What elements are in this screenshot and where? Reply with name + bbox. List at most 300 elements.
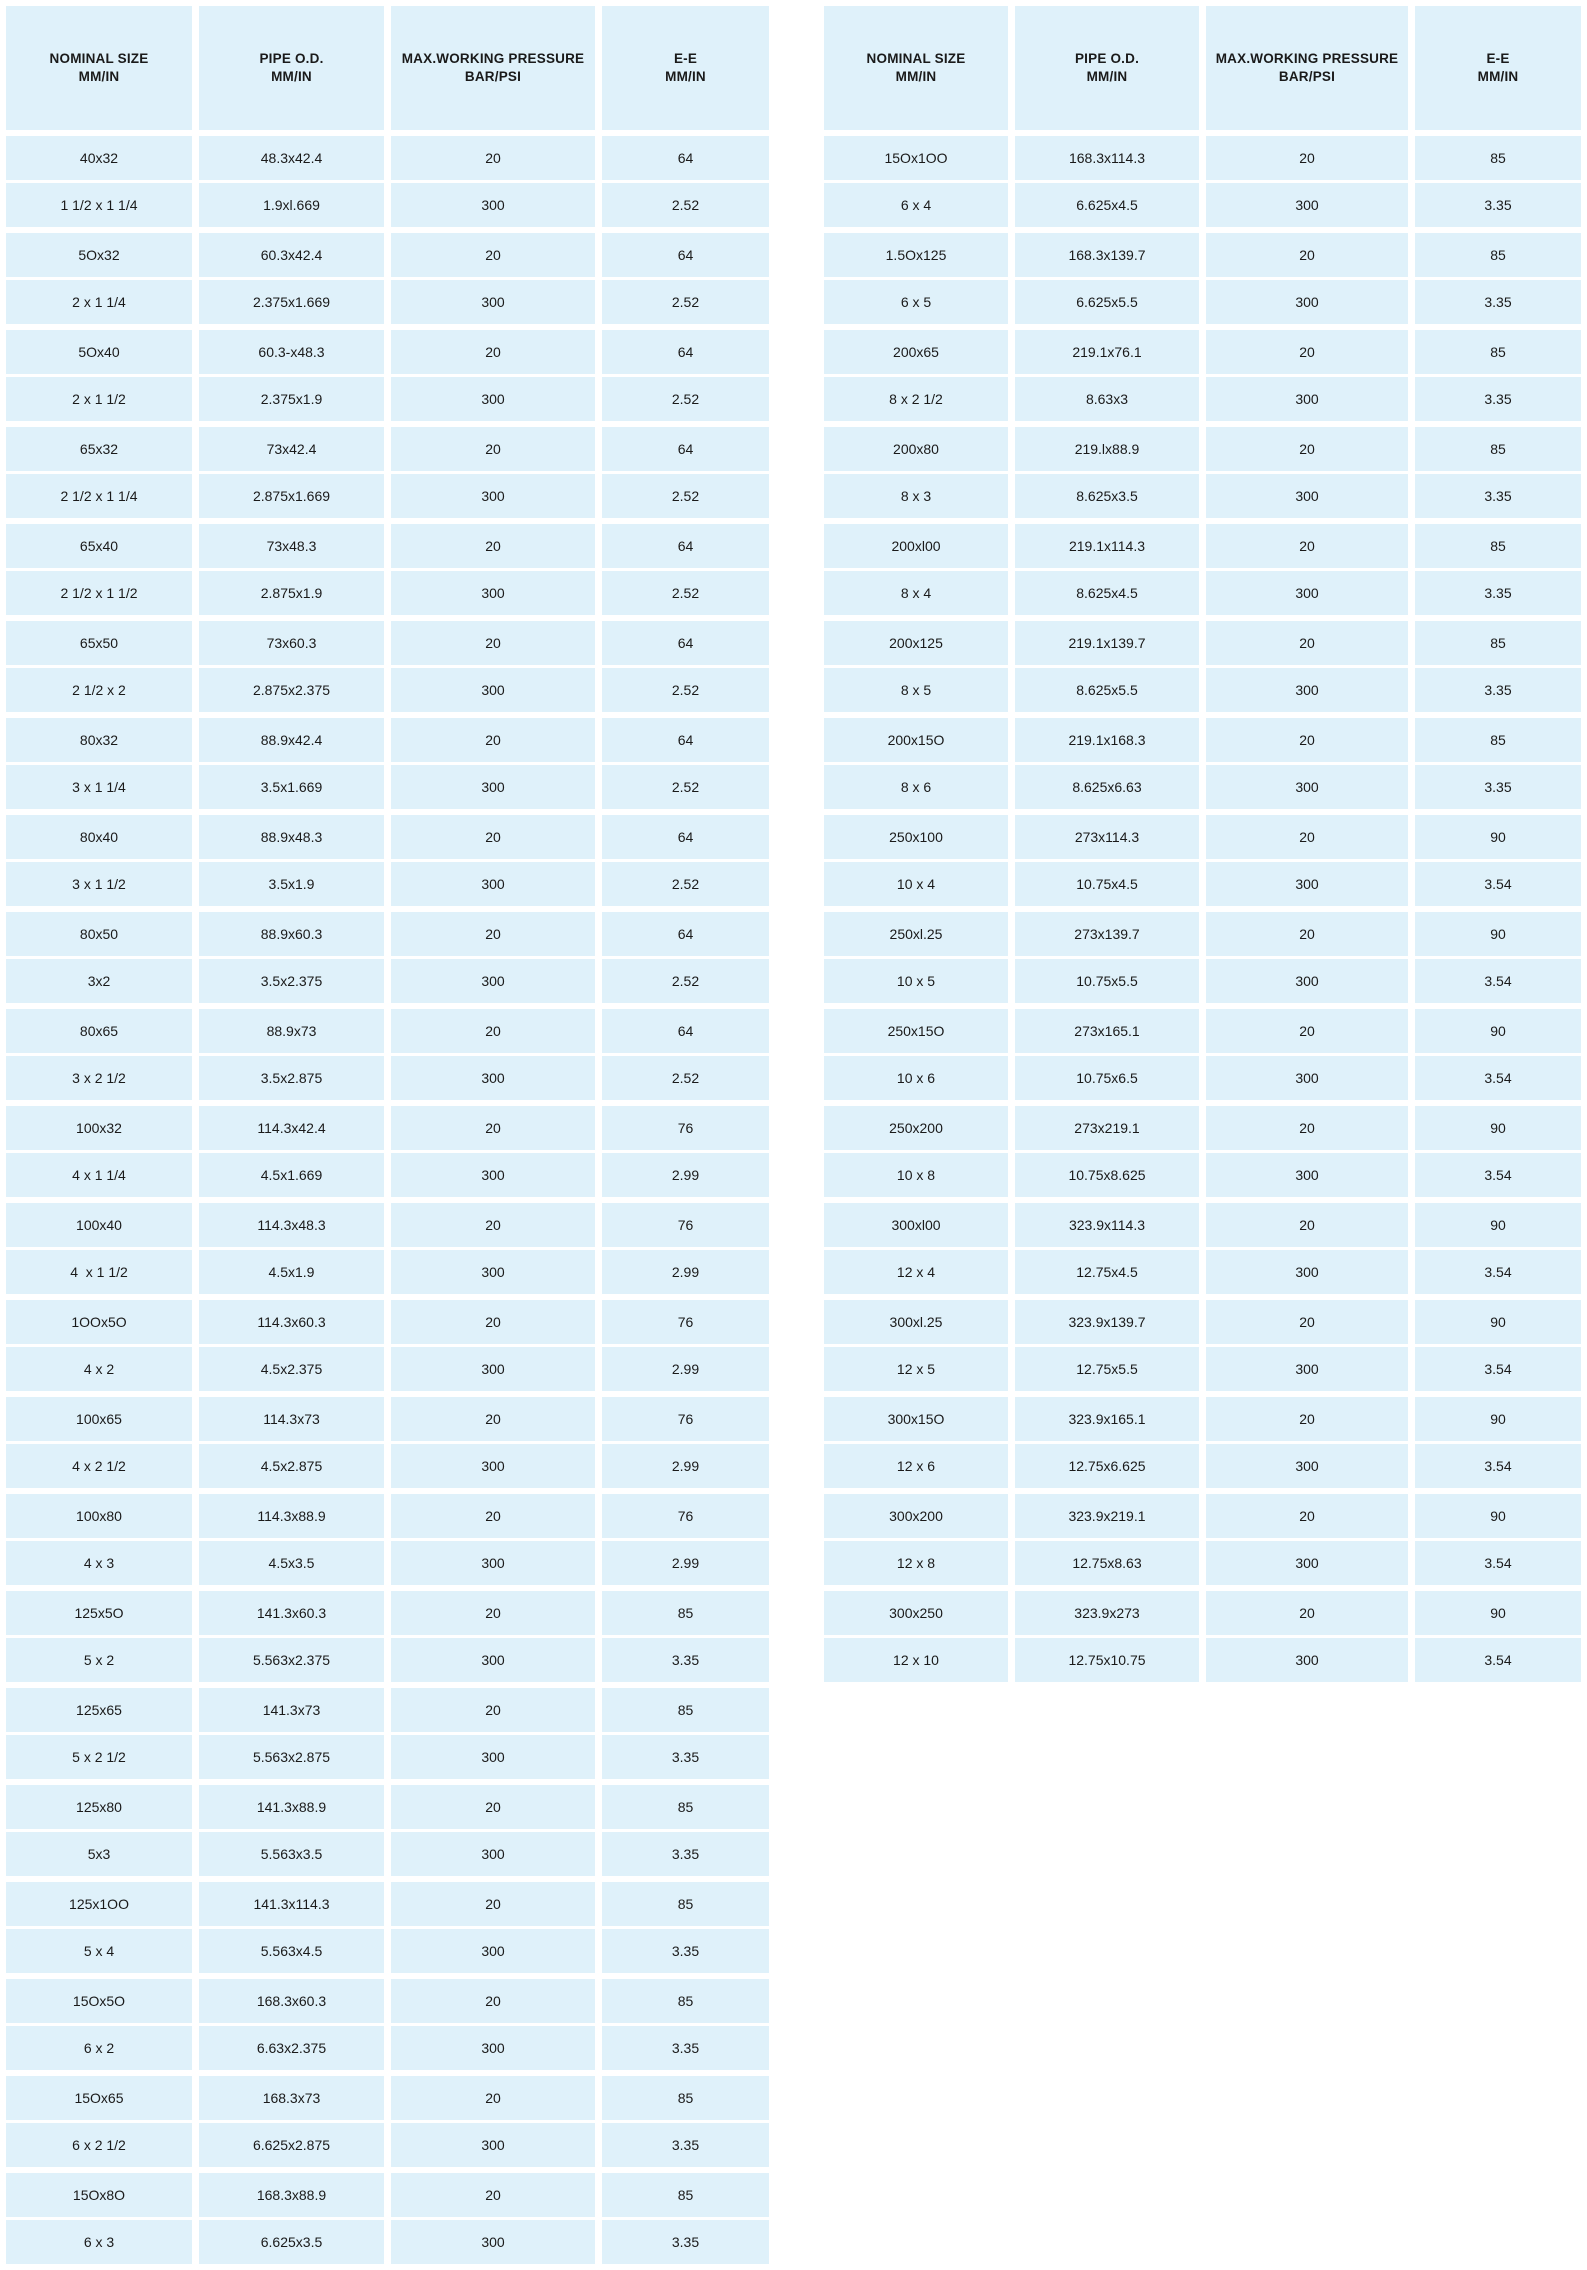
table-row-metric bbox=[6, 1203, 769, 1247]
nominal-size-cell: 10 x 5 bbox=[824, 959, 1008, 1003]
size-group bbox=[824, 718, 1581, 809]
table-row-metric bbox=[6, 1688, 769, 1732]
nominal-size-cell: 200xl00 bbox=[824, 524, 1008, 568]
nominal-size-cell: 6 x 2 1/2 bbox=[6, 2123, 192, 2167]
pressure-cell: 300 bbox=[391, 862, 595, 906]
table-row-metric bbox=[6, 2173, 769, 2217]
pipe-od-cell: 273x114.3 bbox=[1015, 815, 1199, 859]
pipe-od-cell: 88.9x48.3 bbox=[199, 815, 384, 859]
table-row-imperial bbox=[6, 571, 769, 615]
e-e-cell: 2.99 bbox=[602, 1153, 769, 1197]
e-e-cell: 85 bbox=[602, 1688, 769, 1732]
table-row-metric bbox=[6, 1785, 769, 1829]
pressure-cell: 300 bbox=[391, 1250, 595, 1294]
table-row-metric bbox=[824, 1300, 1581, 1344]
table-row-imperial bbox=[824, 183, 1581, 227]
pipe-od-cell: 60.3x42.4 bbox=[199, 233, 384, 277]
table-row-metric bbox=[824, 524, 1581, 568]
table-row-imperial bbox=[824, 959, 1581, 1003]
pipe-od-cell: 12.75x4.5 bbox=[1015, 1250, 1199, 1294]
pressure-cell: 20 bbox=[391, 621, 595, 665]
pressure-cell: 300 bbox=[391, 765, 595, 809]
table-row-metric bbox=[824, 912, 1581, 956]
e-e-cell: 64 bbox=[602, 912, 769, 956]
e-e-cell: 3.35 bbox=[602, 1929, 769, 1973]
nominal-size-cell: 3 x 2 1/2 bbox=[6, 1056, 192, 1100]
size-group bbox=[6, 1397, 769, 1488]
pressure-cell: 300 bbox=[391, 2026, 595, 2070]
e-e-cell: 90 bbox=[1415, 1203, 1581, 1247]
nominal-size-cell: 300x15O bbox=[824, 1397, 1008, 1441]
table-row-imperial bbox=[6, 2220, 769, 2264]
table-row-imperial bbox=[824, 862, 1581, 906]
pressure-cell: 20 bbox=[391, 427, 595, 471]
table-row-metric bbox=[6, 1009, 769, 1053]
table-row-metric bbox=[824, 1203, 1581, 1247]
pipe-od-cell: 323.9x139.7 bbox=[1015, 1300, 1199, 1344]
nominal-size-cell: 10 x 8 bbox=[824, 1153, 1008, 1197]
nominal-size-cell: 80x65 bbox=[6, 1009, 192, 1053]
pipe-od-cell: 141.3x114.3 bbox=[199, 1882, 384, 1926]
pressure-cell: 300 bbox=[391, 1735, 595, 1779]
size-group bbox=[6, 1979, 769, 2070]
header-max-working-pressure: MAX.WORKING PRESSURE BAR/PSI bbox=[391, 6, 595, 130]
header-e-e: E-E MM/IN bbox=[602, 6, 769, 130]
size-group bbox=[824, 1106, 1581, 1197]
nominal-size-cell: 1.5Ox125 bbox=[824, 233, 1008, 277]
pressure-cell: 20 bbox=[1206, 233, 1408, 277]
e-e-cell: 85 bbox=[602, 2076, 769, 2120]
pipe-od-cell: 3.5x2.375 bbox=[199, 959, 384, 1003]
size-group bbox=[6, 1300, 769, 1391]
nominal-size-cell: 100x32 bbox=[6, 1106, 192, 1150]
e-e-cell: 3.54 bbox=[1415, 1153, 1581, 1197]
nominal-size-cell: 12 x 4 bbox=[824, 1250, 1008, 1294]
nominal-size-cell: 5 x 2 bbox=[6, 1638, 192, 1682]
size-group bbox=[6, 2076, 769, 2167]
nominal-size-cell: 2 1/2 x 2 bbox=[6, 668, 192, 712]
size-group bbox=[6, 233, 769, 324]
pressure-cell: 300 bbox=[391, 1929, 595, 1973]
e-e-cell: 2.52 bbox=[602, 183, 769, 227]
nominal-size-cell: 5 x 2 1/2 bbox=[6, 1735, 192, 1779]
pressure-cell: 20 bbox=[391, 2076, 595, 2120]
nominal-size-cell: 15Ox8O bbox=[6, 2173, 192, 2217]
e-e-cell: 3.35 bbox=[602, 1735, 769, 1779]
pressure-cell: 20 bbox=[391, 1591, 595, 1635]
e-e-cell: 3.35 bbox=[602, 2123, 769, 2167]
table-row-metric bbox=[824, 330, 1581, 374]
nominal-size-cell: 200x15O bbox=[824, 718, 1008, 762]
e-e-cell: 85 bbox=[602, 1591, 769, 1635]
nominal-size-cell: 1OOx5O bbox=[6, 1300, 192, 1344]
nominal-size-cell: 4 x 1 1/2 bbox=[6, 1250, 192, 1294]
table-row-metric bbox=[6, 815, 769, 859]
table-row-metric bbox=[6, 1397, 769, 1441]
size-group bbox=[6, 330, 769, 421]
pressure-cell: 20 bbox=[1206, 815, 1408, 859]
nominal-size-cell: 1 1/2 x 1 1/4 bbox=[6, 183, 192, 227]
pipe-od-cell: 10.75x8.625 bbox=[1015, 1153, 1199, 1197]
size-group bbox=[6, 1882, 769, 1973]
table-row-metric bbox=[824, 621, 1581, 665]
table-row-imperial bbox=[824, 1638, 1581, 1682]
pipe-od-cell: 2.375x1.9 bbox=[199, 377, 384, 421]
e-e-cell: 85 bbox=[602, 2173, 769, 2217]
pressure-cell: 300 bbox=[391, 183, 595, 227]
pressure-cell: 300 bbox=[1206, 1638, 1408, 1682]
pipe-od-cell: 4.5x1.669 bbox=[199, 1153, 384, 1197]
nominal-size-cell: 8 x 6 bbox=[824, 765, 1008, 809]
table-row-imperial bbox=[6, 1541, 769, 1585]
pressure-cell: 300 bbox=[1206, 571, 1408, 615]
nominal-size-cell: 300xl.25 bbox=[824, 1300, 1008, 1344]
nominal-size-cell: 250x15O bbox=[824, 1009, 1008, 1053]
pressure-cell: 20 bbox=[1206, 524, 1408, 568]
pipe-od-cell: 114.3x42.4 bbox=[199, 1106, 384, 1150]
e-e-cell: 64 bbox=[602, 233, 769, 277]
header-e-e: E-E MM/IN bbox=[1415, 6, 1581, 130]
pressure-cell: 20 bbox=[391, 1203, 595, 1247]
e-e-cell: 85 bbox=[602, 1979, 769, 2023]
spec-table-right bbox=[824, 6, 1581, 1688]
table-row-imperial bbox=[6, 280, 769, 324]
e-e-cell: 2.52 bbox=[602, 862, 769, 906]
pressure-cell: 300 bbox=[1206, 1347, 1408, 1391]
size-group bbox=[6, 912, 769, 1003]
pipe-od-cell: 273x165.1 bbox=[1015, 1009, 1199, 1053]
size-group bbox=[6, 718, 769, 809]
pressure-cell: 20 bbox=[391, 1300, 595, 1344]
table-row-imperial bbox=[6, 1929, 769, 1973]
pipe-od-cell: 8.625x4.5 bbox=[1015, 571, 1199, 615]
header-max-working-pressure: MAX.WORKING PRESSURE BAR/PSI bbox=[1206, 6, 1408, 130]
e-e-cell: 64 bbox=[602, 330, 769, 374]
spec-table-left bbox=[6, 6, 769, 2270]
size-group bbox=[824, 524, 1581, 615]
size-group bbox=[824, 1009, 1581, 1100]
table-row-metric bbox=[824, 1009, 1581, 1053]
e-e-cell: 64 bbox=[602, 427, 769, 471]
table-row-metric bbox=[6, 621, 769, 665]
pipe-od-cell: 3.5x1.9 bbox=[199, 862, 384, 906]
table-row-imperial bbox=[824, 1541, 1581, 1585]
table-row-metric bbox=[824, 1397, 1581, 1441]
e-e-cell: 76 bbox=[602, 1494, 769, 1538]
pressure-cell: 300 bbox=[391, 2123, 595, 2167]
pressure-cell: 300 bbox=[1206, 1056, 1408, 1100]
table-row-imperial bbox=[6, 1056, 769, 1100]
pressure-cell: 300 bbox=[391, 1638, 595, 1682]
e-e-cell: 90 bbox=[1415, 1591, 1581, 1635]
table-row-imperial bbox=[6, 377, 769, 421]
pressure-cell: 20 bbox=[1206, 1397, 1408, 1441]
e-e-cell: 2.52 bbox=[602, 377, 769, 421]
nominal-size-cell: 4 x 3 bbox=[6, 1541, 192, 1585]
e-e-cell: 90 bbox=[1415, 815, 1581, 859]
nominal-size-cell: 8 x 2 1/2 bbox=[824, 377, 1008, 421]
size-group bbox=[6, 427, 769, 518]
nominal-size-cell: 5 x 4 bbox=[6, 1929, 192, 1973]
header-nominal-size: NOMINAL SIZE MM/IN bbox=[824, 6, 1008, 130]
table-row-imperial bbox=[824, 1250, 1581, 1294]
pipe-od-cell: 168.3x60.3 bbox=[199, 1979, 384, 2023]
size-group bbox=[6, 1591, 769, 1682]
table-row-metric bbox=[6, 136, 769, 180]
pipe-od-cell: 114.3x88.9 bbox=[199, 1494, 384, 1538]
table-row-metric bbox=[6, 524, 769, 568]
pipe-od-cell: 88.9x42.4 bbox=[199, 718, 384, 762]
pipe-od-cell: 114.3x73 bbox=[199, 1397, 384, 1441]
table-row-imperial bbox=[824, 571, 1581, 615]
e-e-cell: 2.52 bbox=[602, 1056, 769, 1100]
e-e-cell: 85 bbox=[602, 1882, 769, 1926]
table-row-imperial bbox=[6, 183, 769, 227]
table-row-metric bbox=[6, 233, 769, 277]
e-e-cell: 90 bbox=[1415, 912, 1581, 956]
pressure-cell: 300 bbox=[391, 474, 595, 518]
pipe-od-cell: 273x139.7 bbox=[1015, 912, 1199, 956]
e-e-cell: 3.35 bbox=[1415, 765, 1581, 809]
nominal-size-cell: 65x50 bbox=[6, 621, 192, 665]
e-e-cell: 2.52 bbox=[602, 668, 769, 712]
e-e-cell: 3.54 bbox=[1415, 1250, 1581, 1294]
e-e-cell: 90 bbox=[1415, 1106, 1581, 1150]
table-row-metric bbox=[6, 1882, 769, 1926]
pipe-od-cell: 219.lx88.9 bbox=[1015, 427, 1199, 471]
nominal-size-cell: 5Ox32 bbox=[6, 233, 192, 277]
nominal-size-cell: 2 1/2 x 1 1/4 bbox=[6, 474, 192, 518]
pressure-cell: 300 bbox=[1206, 1153, 1408, 1197]
header-pipe-od: PIPE O.D. MM/IN bbox=[1015, 6, 1199, 130]
pipe-od-cell: 2.875x2.375 bbox=[199, 668, 384, 712]
table-row-imperial bbox=[824, 377, 1581, 421]
nominal-size-cell: 6 x 2 bbox=[6, 2026, 192, 2070]
table-row-metric bbox=[824, 136, 1581, 180]
e-e-cell: 2.52 bbox=[602, 280, 769, 324]
e-e-cell: 2.99 bbox=[602, 1541, 769, 1585]
pressure-cell: 300 bbox=[1206, 474, 1408, 518]
size-group bbox=[6, 1494, 769, 1585]
e-e-cell: 3.54 bbox=[1415, 959, 1581, 1003]
pressure-cell: 20 bbox=[391, 136, 595, 180]
size-group bbox=[6, 2173, 769, 2264]
pressure-cell: 20 bbox=[391, 1688, 595, 1732]
pressure-cell: 20 bbox=[391, 718, 595, 762]
pressure-cell: 300 bbox=[391, 2220, 595, 2264]
pipe-od-cell: 219.1x114.3 bbox=[1015, 524, 1199, 568]
pressure-cell: 300 bbox=[1206, 377, 1408, 421]
table-row-imperial bbox=[6, 474, 769, 518]
pipe-od-cell: 8.625x3.5 bbox=[1015, 474, 1199, 518]
nominal-size-cell: 100x65 bbox=[6, 1397, 192, 1441]
e-e-cell: 2.52 bbox=[602, 959, 769, 1003]
nominal-size-cell: 300x200 bbox=[824, 1494, 1008, 1538]
pipe-od-cell: 219.1x168.3 bbox=[1015, 718, 1199, 762]
pressure-cell: 20 bbox=[1206, 718, 1408, 762]
nominal-size-cell: 125x5O bbox=[6, 1591, 192, 1635]
e-e-cell: 2.99 bbox=[602, 1444, 769, 1488]
e-e-cell: 85 bbox=[1415, 427, 1581, 471]
e-e-cell: 3.35 bbox=[1415, 280, 1581, 324]
pressure-cell: 300 bbox=[1206, 668, 1408, 712]
e-e-cell: 64 bbox=[602, 136, 769, 180]
e-e-cell: 3.35 bbox=[1415, 377, 1581, 421]
pressure-cell: 300 bbox=[1206, 959, 1408, 1003]
pressure-cell: 300 bbox=[1206, 765, 1408, 809]
size-group bbox=[6, 815, 769, 906]
table-row-imperial bbox=[6, 2026, 769, 2070]
e-e-cell: 76 bbox=[602, 1203, 769, 1247]
e-e-cell: 3.54 bbox=[1415, 862, 1581, 906]
e-e-cell: 85 bbox=[1415, 330, 1581, 374]
pressure-cell: 20 bbox=[391, 524, 595, 568]
pipe-od-cell: 273x219.1 bbox=[1015, 1106, 1199, 1150]
nominal-size-cell: 12 x 10 bbox=[824, 1638, 1008, 1682]
pipe-od-cell: 1.9xl.669 bbox=[199, 183, 384, 227]
size-group bbox=[824, 1203, 1581, 1294]
pipe-od-cell: 12.75x10.75 bbox=[1015, 1638, 1199, 1682]
nominal-size-cell: 6 x 4 bbox=[824, 183, 1008, 227]
pressure-cell: 300 bbox=[391, 571, 595, 615]
nominal-size-cell: 6 x 5 bbox=[824, 280, 1008, 324]
nominal-size-cell: 200x80 bbox=[824, 427, 1008, 471]
e-e-cell: 90 bbox=[1415, 1494, 1581, 1538]
e-e-cell: 64 bbox=[602, 524, 769, 568]
nominal-size-cell: 4 x 2 1/2 bbox=[6, 1444, 192, 1488]
pressure-cell: 300 bbox=[391, 280, 595, 324]
pipe-od-cell: 114.3x60.3 bbox=[199, 1300, 384, 1344]
table-row-imperial bbox=[6, 1832, 769, 1876]
table-row-metric bbox=[824, 1591, 1581, 1635]
table-row-imperial bbox=[6, 1444, 769, 1488]
pipe-od-cell: 8.63x3 bbox=[1015, 377, 1199, 421]
table-header bbox=[824, 6, 1581, 130]
nominal-size-cell: 3x2 bbox=[6, 959, 192, 1003]
nominal-size-cell: 15Ox1OO bbox=[824, 136, 1008, 180]
e-e-cell: 2.99 bbox=[602, 1347, 769, 1391]
pipe-od-cell: 4.5x2.875 bbox=[199, 1444, 384, 1488]
nominal-size-cell: 3 x 1 1/4 bbox=[6, 765, 192, 809]
e-e-cell: 85 bbox=[1415, 718, 1581, 762]
table-row-imperial bbox=[6, 959, 769, 1003]
nominal-size-cell: 65x32 bbox=[6, 427, 192, 471]
pipe-od-cell: 8.625x5.5 bbox=[1015, 668, 1199, 712]
table-row-imperial bbox=[824, 1347, 1581, 1391]
pressure-cell: 20 bbox=[391, 2173, 595, 2217]
nominal-size-cell: 3 x 1 1/2 bbox=[6, 862, 192, 906]
pressure-cell: 20 bbox=[1206, 1300, 1408, 1344]
nominal-size-cell: 10 x 4 bbox=[824, 862, 1008, 906]
table-row-metric bbox=[6, 1106, 769, 1150]
e-e-cell: 2.52 bbox=[602, 765, 769, 809]
table-row-imperial bbox=[6, 862, 769, 906]
e-e-cell: 3.54 bbox=[1415, 1347, 1581, 1391]
pressure-cell: 300 bbox=[391, 1347, 595, 1391]
nominal-size-cell: 40x32 bbox=[6, 136, 192, 180]
pressure-cell: 300 bbox=[1206, 862, 1408, 906]
table-row-imperial bbox=[6, 1735, 769, 1779]
pressure-cell: 20 bbox=[391, 330, 595, 374]
size-group bbox=[824, 1494, 1581, 1585]
size-group bbox=[6, 524, 769, 615]
nominal-size-cell: 80x32 bbox=[6, 718, 192, 762]
table-row-imperial bbox=[824, 765, 1581, 809]
table-row-metric bbox=[824, 1494, 1581, 1538]
size-group bbox=[824, 1397, 1581, 1488]
pressure-cell: 300 bbox=[1206, 1541, 1408, 1585]
pressure-cell: 20 bbox=[1206, 1203, 1408, 1247]
pipe-od-cell: 73x42.4 bbox=[199, 427, 384, 471]
pipe-od-cell: 12.75x5.5 bbox=[1015, 1347, 1199, 1391]
e-e-cell: 2.52 bbox=[602, 571, 769, 615]
nominal-size-cell: 8 x 5 bbox=[824, 668, 1008, 712]
e-e-cell: 85 bbox=[1415, 233, 1581, 277]
pressure-cell: 20 bbox=[391, 1494, 595, 1538]
pipe-od-cell: 6.625x5.5 bbox=[1015, 280, 1199, 324]
pipe-od-cell: 3.5x2.875 bbox=[199, 1056, 384, 1100]
nominal-size-cell: 250xl.25 bbox=[824, 912, 1008, 956]
pipe-od-cell: 2.875x1.669 bbox=[199, 474, 384, 518]
pipe-od-cell: 6.625x4.5 bbox=[1015, 183, 1199, 227]
pipe-od-cell: 12.75x8.63 bbox=[1015, 1541, 1199, 1585]
pipe-od-cell: 323.9x219.1 bbox=[1015, 1494, 1199, 1538]
table-row-imperial bbox=[6, 765, 769, 809]
pressure-cell: 20 bbox=[1206, 1009, 1408, 1053]
pipe-od-cell: 12.75x6.625 bbox=[1015, 1444, 1199, 1488]
header-pipe-od: PIPE O.D. MM/IN bbox=[199, 6, 384, 130]
pressure-cell: 20 bbox=[1206, 330, 1408, 374]
pipe-od-cell: 5.563x2.375 bbox=[199, 1638, 384, 1682]
table-row-metric bbox=[6, 1591, 769, 1635]
pressure-cell: 20 bbox=[391, 1009, 595, 1053]
pipe-od-cell: 141.3x88.9 bbox=[199, 1785, 384, 1829]
pipe-od-cell: 141.3x60.3 bbox=[199, 1591, 384, 1635]
table-header bbox=[6, 6, 769, 130]
e-e-cell: 2.52 bbox=[602, 474, 769, 518]
pressure-cell: 20 bbox=[1206, 1106, 1408, 1150]
size-group bbox=[824, 621, 1581, 712]
pressure-cell: 300 bbox=[1206, 280, 1408, 324]
e-e-cell: 3.54 bbox=[1415, 1541, 1581, 1585]
pipe-od-cell: 10.75x5.5 bbox=[1015, 959, 1199, 1003]
pipe-od-cell: 168.3x73 bbox=[199, 2076, 384, 2120]
table-row-imperial bbox=[6, 1347, 769, 1391]
size-group bbox=[824, 233, 1581, 324]
e-e-cell: 2.99 bbox=[602, 1250, 769, 1294]
pipe-od-cell: 10.75x6.5 bbox=[1015, 1056, 1199, 1100]
table-body bbox=[824, 136, 1581, 1682]
e-e-cell: 85 bbox=[1415, 136, 1581, 180]
pressure-cell: 300 bbox=[391, 1444, 595, 1488]
e-e-cell: 64 bbox=[602, 1009, 769, 1053]
nominal-size-cell: 250x100 bbox=[824, 815, 1008, 859]
table-row-imperial bbox=[824, 280, 1581, 324]
table-row-metric bbox=[824, 427, 1581, 471]
table-row-metric bbox=[6, 718, 769, 762]
pressure-cell: 20 bbox=[391, 912, 595, 956]
pipe-od-cell: 323.9x114.3 bbox=[1015, 1203, 1199, 1247]
pressure-cell: 20 bbox=[1206, 912, 1408, 956]
header-nominal-size: NOMINAL SIZE MM/IN bbox=[6, 6, 192, 130]
pipe-od-cell: 5.563x2.875 bbox=[199, 1735, 384, 1779]
e-e-cell: 3.35 bbox=[1415, 571, 1581, 615]
nominal-size-cell: 65x40 bbox=[6, 524, 192, 568]
table-row-imperial bbox=[6, 1250, 769, 1294]
table-row-metric bbox=[824, 1106, 1581, 1150]
nominal-size-cell: 250x200 bbox=[824, 1106, 1008, 1150]
pipe-od-cell: 168.3x114.3 bbox=[1015, 136, 1199, 180]
